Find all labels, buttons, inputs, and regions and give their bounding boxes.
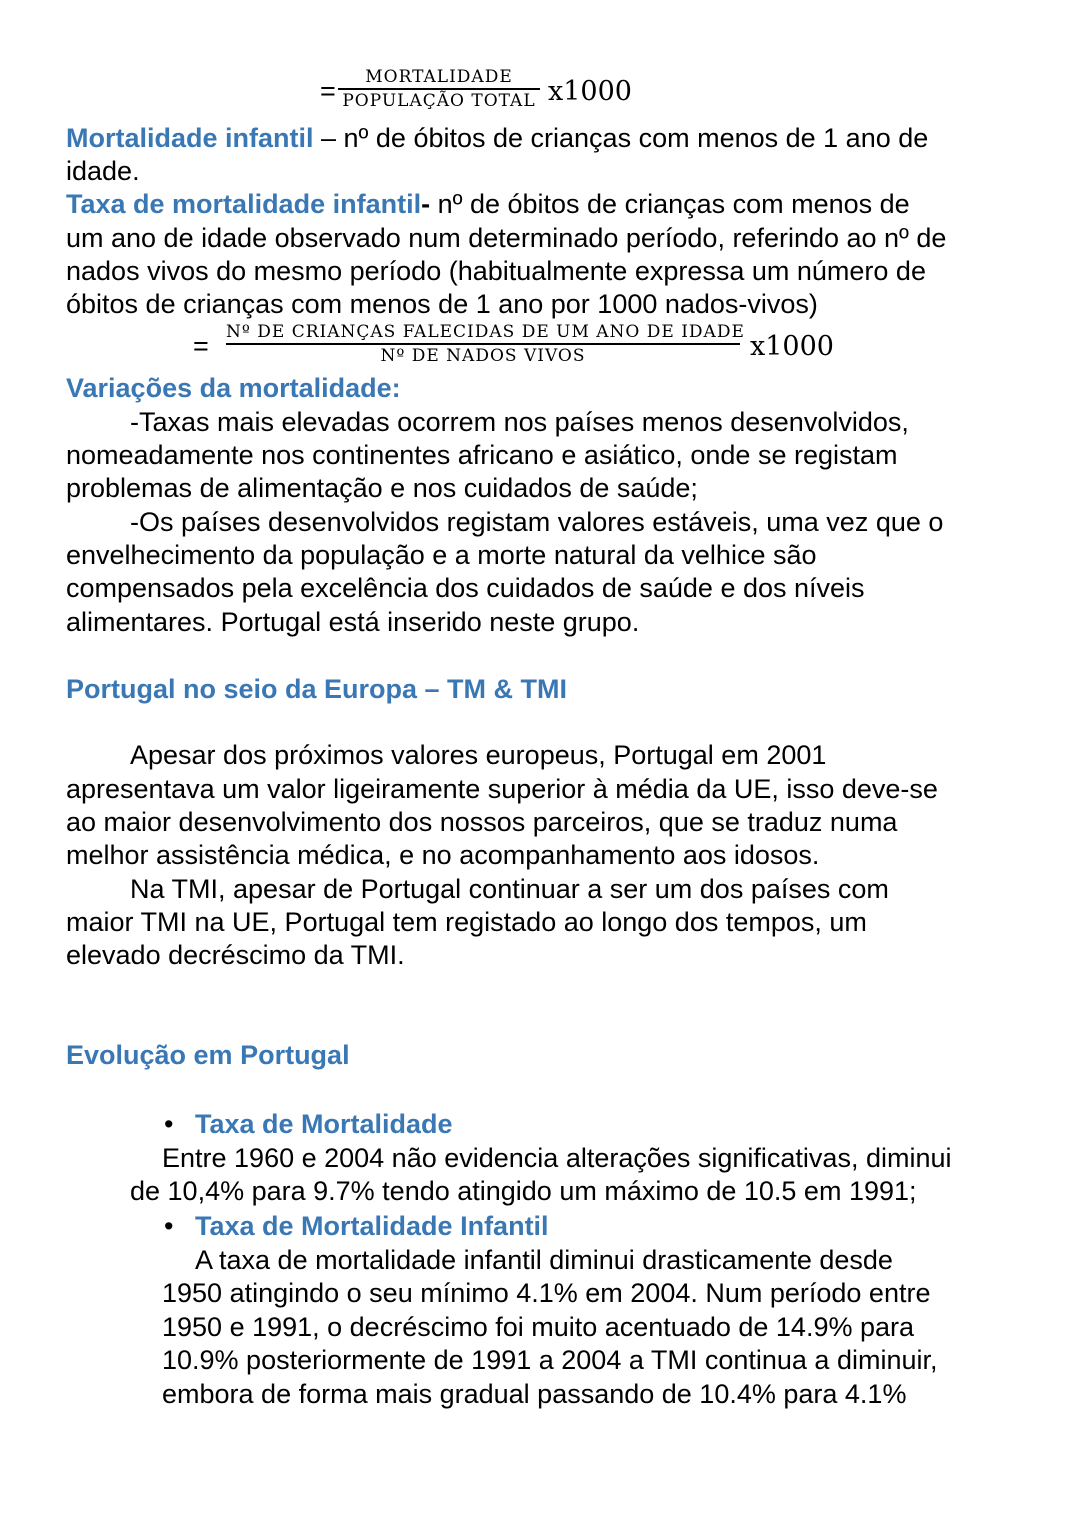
list-item-line: embora de forma mais gradual passando de 10.4% para 4.1% bbox=[162, 1379, 907, 1409]
list-item-line: 1950 e 1991, o decréscimo foi muito acentuado de 14.9% para bbox=[162, 1312, 915, 1342]
paragraph-line: -Os países desenvolvidos registam valores estáveis, uma vez que o bbox=[130, 507, 944, 537]
formula-multiplier: x1000 bbox=[750, 331, 834, 362]
formula-denominator: Nº DE NADOS VIVOS bbox=[380, 346, 586, 366]
formula-multiplier: x1000 bbox=[548, 76, 632, 107]
formula-fraction bbox=[338, 66, 540, 112]
definition-text-line: um ano de idade observado num determinado período, referindo ao nº de bbox=[66, 223, 947, 253]
formula-numerator: MORTALIDADE bbox=[365, 67, 513, 87]
formula-equals: = bbox=[193, 331, 209, 361]
paragraph-line: maior TMI na UE, Portugal tem registado ao longo dos tempos, um bbox=[66, 907, 867, 937]
definition-text: – nº de óbitos de crianças com menos de 1 ano de bbox=[313, 123, 929, 153]
definition-infant-mortality bbox=[66, 122, 928, 155]
list-item-line: de 10,4% para 9.7% tendo atingido um máximo de 10.5 em 1991; bbox=[130, 1176, 917, 1206]
formula-numerator: Nº DE CRIANÇAS FALECIDAS DE UM ANO DE IDADE bbox=[226, 322, 745, 342]
paragraph-line: ao maior desenvolvimento dos nossos parceiros, que se traduz numa bbox=[66, 807, 898, 837]
paragraph-line: nomeadamente nos continentes africano e asiático, onde se registam bbox=[66, 440, 898, 470]
list-item-line: A taxa de mortalidade infantil diminui drasticamente desde bbox=[195, 1245, 893, 1275]
definition-text-line: óbitos de crianças com menos de 1 ano por 1000 nados-vivos) bbox=[66, 289, 818, 319]
paragraph-line: melhor assistência médica, e no acompanhamento aos idosos. bbox=[66, 840, 820, 870]
definition-text: nº de óbitos de crianças com menos de bbox=[430, 189, 910, 219]
section-heading-evolution: Evolução em Portugal bbox=[66, 1040, 350, 1070]
paragraph-line: envelhecimento da população e a morte natural da velhice são bbox=[66, 540, 817, 570]
paragraph-line: apresentava um valor ligeiramente superior à média da UE, isso deve-se bbox=[66, 774, 938, 804]
formula-fraction bbox=[226, 321, 745, 367]
paragraph-line: compensados pela excelência dos cuidados de saúde e dos níveis bbox=[66, 573, 865, 603]
list-item-title: Taxa de Mortalidade bbox=[195, 1109, 453, 1139]
paragraph-line: -Taxas mais elevadas ocorrem nos países menos desenvolvidos, bbox=[130, 407, 909, 437]
paragraph-line: alimentares. Portugal está inserido neste grupo. bbox=[66, 607, 640, 637]
definition-text-line: nados vivos do mesmo período (habitualmente expressa um número de bbox=[66, 256, 926, 286]
formula-equals: = bbox=[320, 76, 336, 106]
formula-denominator: POPULAÇÃO TOTAL bbox=[342, 91, 536, 111]
section-heading-variations: Variações da mortalidade: bbox=[66, 373, 401, 403]
definition-text-line: idade. bbox=[66, 156, 140, 186]
list-item-line: Entre 1960 e 2004 não evidencia alterações significativas, diminui bbox=[162, 1143, 952, 1173]
term-infant-mortality-rate: Taxa de mortalidade infantil bbox=[66, 189, 422, 219]
paragraph-line: elevado decréscimo da TMI. bbox=[66, 940, 405, 970]
paragraph-line: Apesar dos próximos valores europeus, Portugal em 2001 bbox=[130, 740, 827, 770]
paragraph-line: Na TMI, apesar de Portugal continuar a ser um dos países com bbox=[130, 874, 889, 904]
definition-infant-mortality-rate: Taxa de mortalidade infantil- nº de óbitos de crianças com menos de bbox=[66, 189, 910, 219]
list-item-line: 1950 atingindo o seu mínimo 4.1% em 2004. Num período entre bbox=[162, 1278, 931, 1308]
list-item-line: 10.9% posteriormente de 1991 a 2004 a TMI continua a diminuir, bbox=[162, 1345, 938, 1375]
section-heading-portugal-europe: Portugal no seio da Europa – TM & TMI bbox=[66, 674, 568, 704]
bullet-icon: • bbox=[164, 1211, 174, 1241]
paragraph-line: problemas de alimentação e nos cuidados de saúde; bbox=[66, 473, 698, 503]
bullet-icon: • bbox=[164, 1109, 174, 1139]
list-item-title: Taxa de Mortalidade Infantil bbox=[195, 1211, 549, 1241]
term-infant-mortality: Mortalidade infantil bbox=[66, 123, 314, 153]
